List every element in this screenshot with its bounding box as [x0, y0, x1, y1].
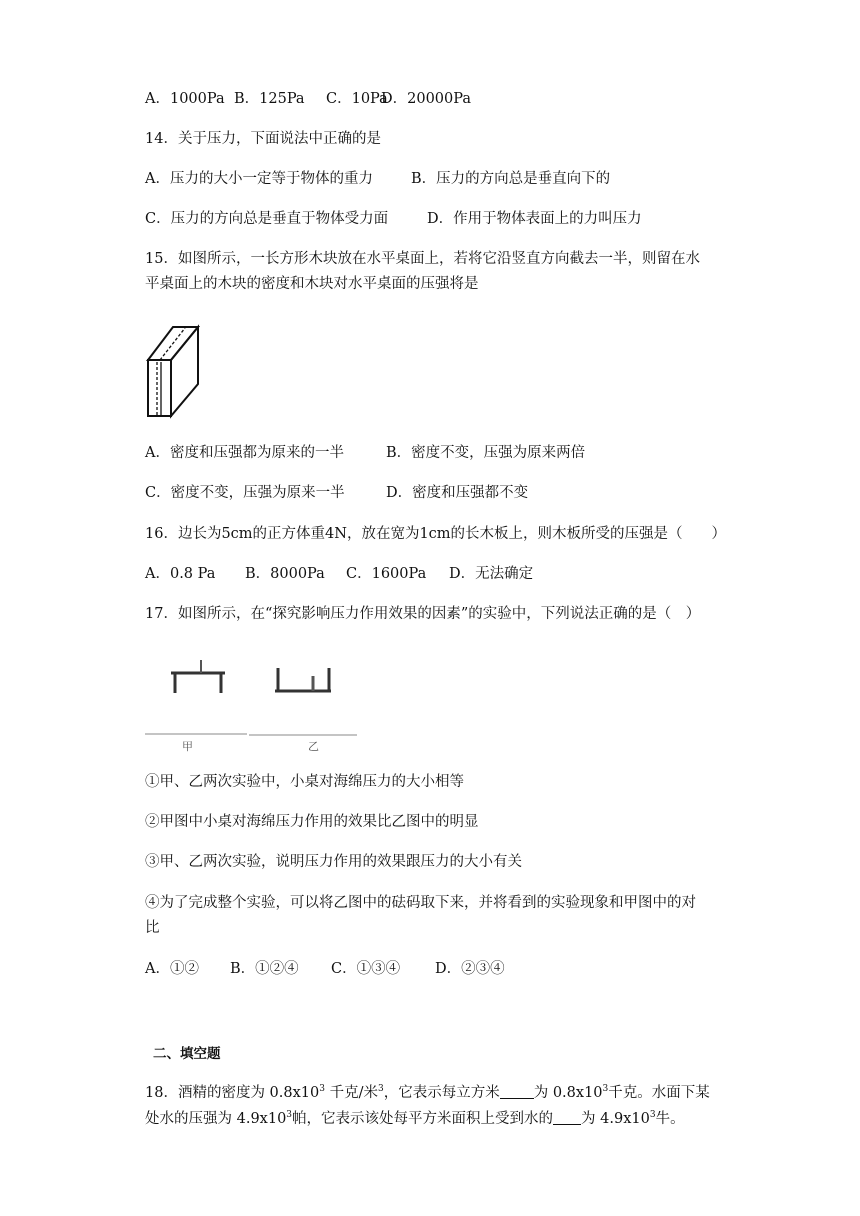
q15-stem-line2: 平桌面上的木块的密度和木块对水平桌面的压强将是 [145, 276, 479, 292]
q18-line2-b: 帕，它表示该处每平方米面积上受到水的 [292, 1111, 554, 1127]
q17-stem: 17．如图所示，在“探究影响压力作用效果的因素”的实验中，下列说法正确的是（ ） [145, 606, 701, 622]
wood-block-figure [143, 320, 203, 420]
q13-option-d: D．20000Pa [381, 91, 472, 107]
q16-stem: 16．边长为5cm的正方体重4N，放在宽为1cm的长木板上，则木板所受的压强是（ ） [145, 526, 727, 542]
q17-statement-4-cont: 比 [145, 920, 160, 936]
q18-sup: 3 [286, 1110, 293, 1120]
q18-sup: 3 [377, 1084, 384, 1094]
q17-option-c: C．①③④ [331, 961, 401, 977]
q14-option-b: B．压力的方向总是垂直向下的 [411, 171, 611, 187]
q17-option-d: D．②③④ [435, 961, 505, 977]
q13-option-c: C．10Pa [326, 91, 388, 107]
q17-statement-1: ①甲、乙两次实验中，小桌对海绵压力的大小相等 [145, 774, 464, 790]
q17-option-b: B．①②④ [230, 961, 299, 977]
q18-line1-a: 18．酒精的密度为 0.8x10 [145, 1085, 320, 1101]
sponge-experiment-figure [143, 648, 363, 754]
q15-option-a: A．密度和压强都为原来的一半 [145, 445, 344, 461]
q16-option-b: B．8000Pa [245, 566, 325, 582]
q15-stem-line1: 15．如图所示，一长方形木块放在水平桌面上，若将它沿竖直方向截去一半，则留在水 [145, 251, 700, 267]
q18-sup: 3 [319, 1084, 325, 1094]
q13-option-b: B．125Pa [234, 91, 305, 107]
section-title: 二、填空题 [153, 1046, 221, 1062]
q17-option-a: A．①② [145, 961, 199, 977]
q18-line1-b: 千克/米 [329, 1085, 378, 1101]
q14-option-c: C．压力的方向总是垂直于物体受力面 [145, 211, 389, 227]
q18-line2 [145, 1109, 685, 1129]
q18-sup: 3 [602, 1084, 609, 1094]
q15-option-d: D．密度和压强都不变 [386, 485, 529, 501]
q18-line1-c: ，它表示每立方米 [383, 1085, 500, 1101]
q13-option-a: A．1000Pa [145, 91, 225, 107]
q16-option-d: D．无法确定 [449, 566, 534, 582]
q16-option-c: C．1600Pa [346, 566, 427, 582]
q17-statement-3: ③甲、乙两次实验，说明压力作用的效果跟压力的大小有关 [145, 854, 522, 870]
q18-line2-d: 牛。 [655, 1111, 685, 1127]
q18-line1 [145, 1083, 710, 1103]
q17-statement-2: ②甲图中小桌对海绵压力作用的效果比乙图中的明显 [145, 814, 479, 830]
q18-line2-c: 为 4.9x10 [581, 1111, 650, 1127]
q15-option-c: C．密度不变，压强为原来一半 [145, 485, 345, 501]
q18-blank-2[interactable] [553, 1110, 581, 1125]
q14-option-a: A．压力的大小一定等于物体的重力 [145, 171, 373, 187]
figure-label-yi: 乙 [308, 740, 319, 753]
q14-option-d: D．作用于物体表面上的力叫压力 [427, 211, 642, 227]
q18-line2-a: 处水的压强为 4.9x10 [145, 1111, 287, 1127]
q18-blank-1[interactable] [500, 1084, 534, 1099]
q18-line1-d: 为 0.8x10 [533, 1085, 603, 1101]
q16-option-a: A．0.8 Pa [145, 566, 216, 582]
figure-label-jia: 甲 [182, 740, 193, 753]
q18-sup: 3 [649, 1110, 656, 1120]
q15-option-b: B．密度不变，压强为原来两倍 [386, 445, 586, 461]
q18-line1-e: 千克。水面下某 [608, 1085, 710, 1101]
q14-stem: 14．关于压力，下面说法中正确的是 [145, 131, 381, 147]
q17-statement-4: ④为了完成整个实验，可以将乙图中的砝码取下来，并将看到的实验现象和甲图中的对 [145, 895, 696, 911]
